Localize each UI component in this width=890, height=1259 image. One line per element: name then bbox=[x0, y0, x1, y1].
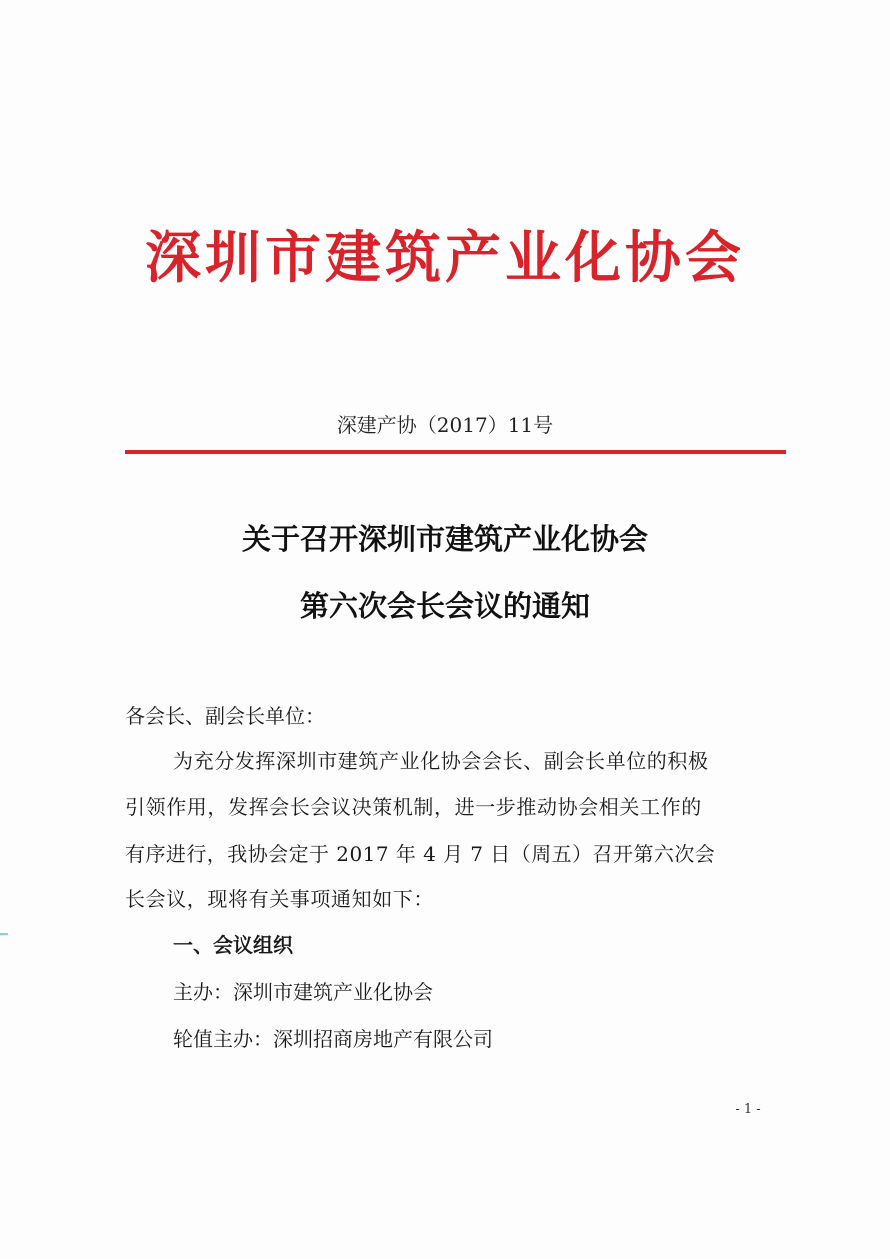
paragraph-line: 引领作用，发挥会长会议决策机制，进一步推动协会相关工作的 bbox=[125, 795, 702, 819]
rotating-host-line: 轮值主办：深圳招商房地产有限公司 bbox=[173, 1027, 493, 1051]
notice-title-line-1: 关于召开深圳市建筑产业化协会 bbox=[241, 522, 648, 556]
section-heading: 一、会议组织 bbox=[173, 933, 293, 957]
paragraph-line: 有序进行，我协会定于 2017 年 4 月 7 日（周五）召开第六次会 bbox=[125, 842, 716, 866]
paragraph-line: 长会议，现将有关事项通知如下： bbox=[125, 887, 434, 911]
scan-mark bbox=[0, 933, 8, 935]
notice-title-line-2: 第六次会长会议的通知 bbox=[299, 589, 590, 623]
red-divider-rule bbox=[125, 450, 786, 454]
host-line: 主办：深圳市建筑产业化协会 bbox=[173, 980, 433, 1004]
document-number: 深建产协（2017）11号 bbox=[336, 413, 554, 437]
salutation: 各会长、副会长单位： bbox=[125, 704, 325, 728]
page-number: - 1 - bbox=[735, 1102, 761, 1117]
paragraph-line: 为充分发挥深圳市建筑产业化协会会长、副会长单位的积极 bbox=[173, 749, 709, 773]
organization-header: 深圳市建筑产业化协会 bbox=[145, 225, 745, 291]
